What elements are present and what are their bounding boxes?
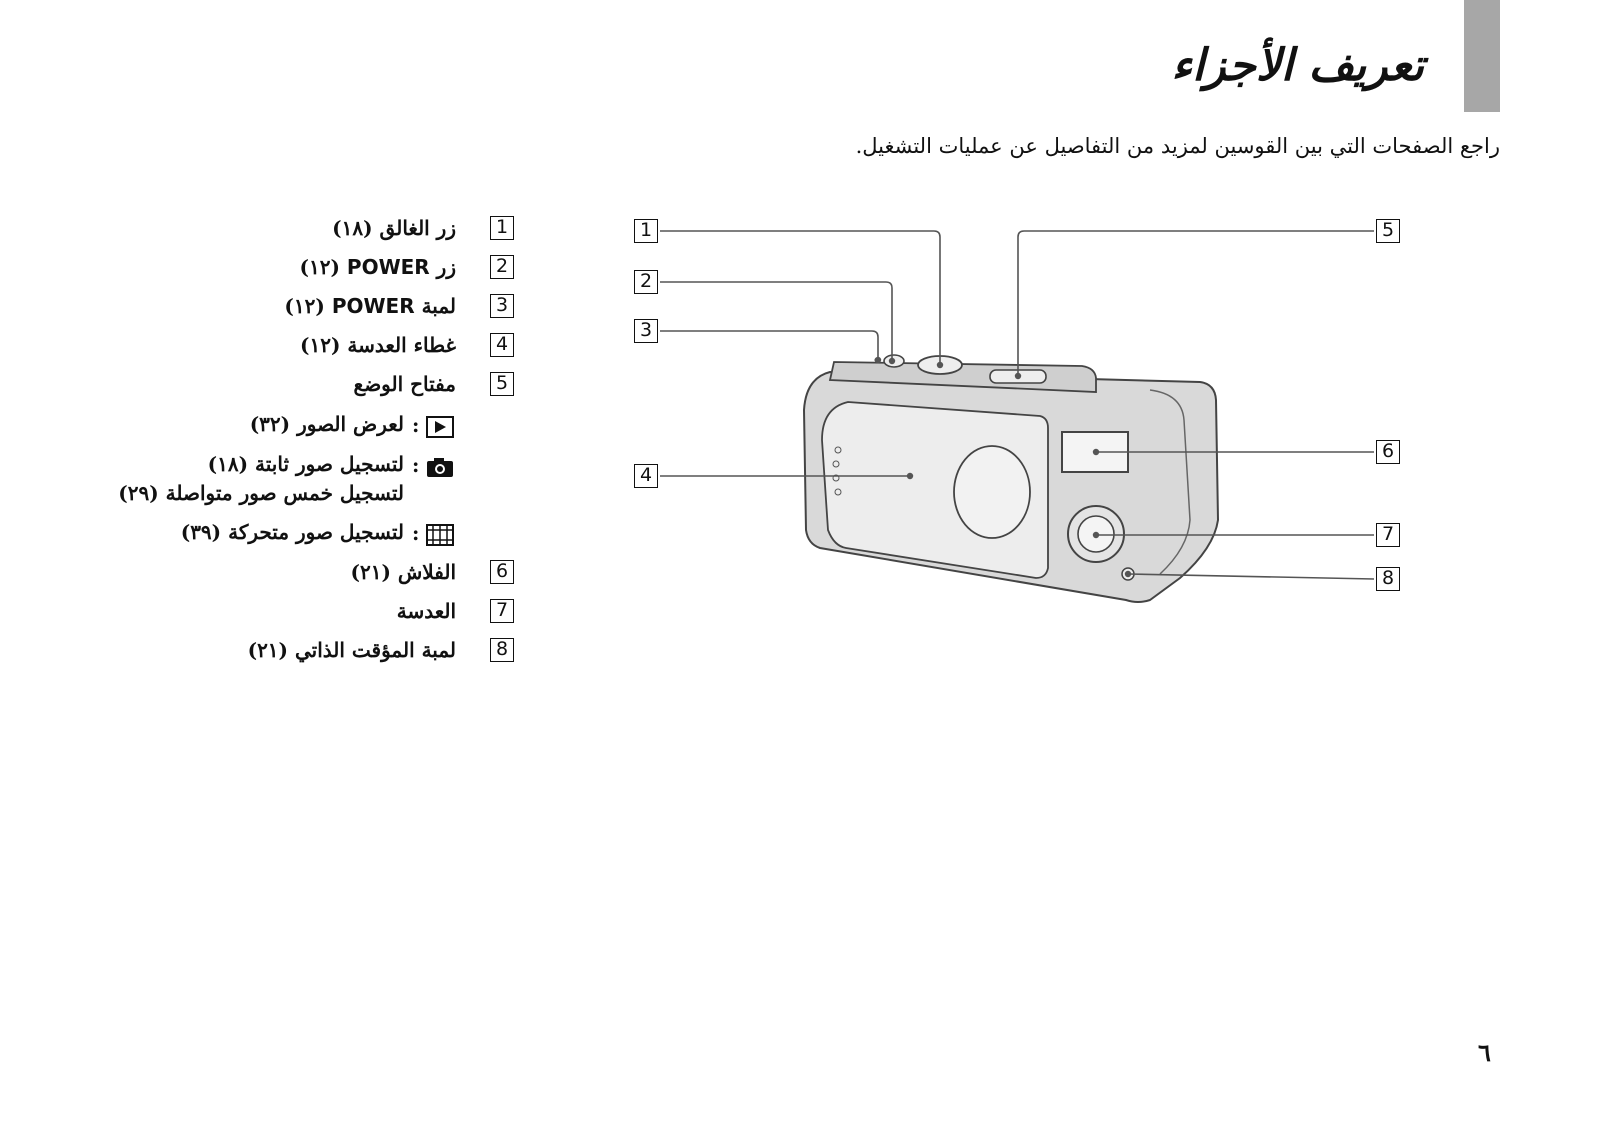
mode-playback-text: لعرض الصور (٣٢)	[249, 412, 404, 436]
mode-burst-text: لتسجيل خمس صور متواصلة (٢٩)	[118, 481, 404, 505]
legend-number-6: 6	[490, 560, 514, 584]
camera-icon	[426, 456, 454, 478]
mode-colon: :	[412, 413, 420, 437]
callout-4: 4	[634, 464, 658, 488]
legend-number-8: 8	[490, 638, 514, 662]
callout-5: 5	[1376, 219, 1400, 243]
legend-item-mode-switch: مفتاح الوضع	[353, 372, 456, 396]
mode-movie-text: لتسجيل صور متحركة (٣٩)	[180, 520, 404, 544]
page-title: تعريف الأجزاء	[1171, 40, 1424, 91]
legend-item-power-button: زر POWER (١٢)	[299, 255, 456, 279]
film-icon	[426, 524, 454, 546]
legend-item-lens: العدسة	[396, 599, 456, 623]
page-subtitle: راجع الصفحات التي بين القوسين لمزيد من التفاصيل عن عمليات التشغيل.	[855, 134, 1500, 158]
mode-still-text: لتسجيل صور ثابتة (١٨)	[207, 452, 404, 476]
mode-colon: :	[412, 521, 420, 545]
camera-diagram	[620, 200, 1420, 620]
callout-8: 8	[1376, 567, 1400, 591]
legend-number-7: 7	[490, 599, 514, 623]
callout-6: 6	[1376, 440, 1400, 464]
legend-number-5: 5	[490, 372, 514, 396]
play-icon	[426, 416, 454, 438]
legend-item-flash: الفلاش (٢١)	[350, 560, 456, 584]
camera-illustration	[804, 355, 1218, 602]
page-number: ٦	[1478, 1038, 1491, 1067]
legend-number-1: 1	[490, 216, 514, 240]
legend-number-2: 2	[490, 255, 514, 279]
callout-2: 2	[634, 270, 658, 294]
legend-item-shutter-button: زر الغالق (١٨)	[332, 216, 456, 240]
callout-1: 1	[634, 219, 658, 243]
legend-number-4: 4	[490, 333, 514, 357]
legend-item-power-lamp: لمبة POWER (١٢)	[284, 294, 456, 318]
callout-3: 3	[634, 319, 658, 343]
mode-colon: :	[412, 453, 420, 477]
legend-item-lens-cover: غطاء العدسة (١٢)	[300, 333, 456, 357]
legend-item-self-timer-lamp: لمبة المؤقت الذاتي (٢١)	[247, 638, 456, 662]
callout-7: 7	[1376, 523, 1400, 547]
section-tab	[1464, 0, 1500, 112]
legend-number-3: 3	[490, 294, 514, 318]
